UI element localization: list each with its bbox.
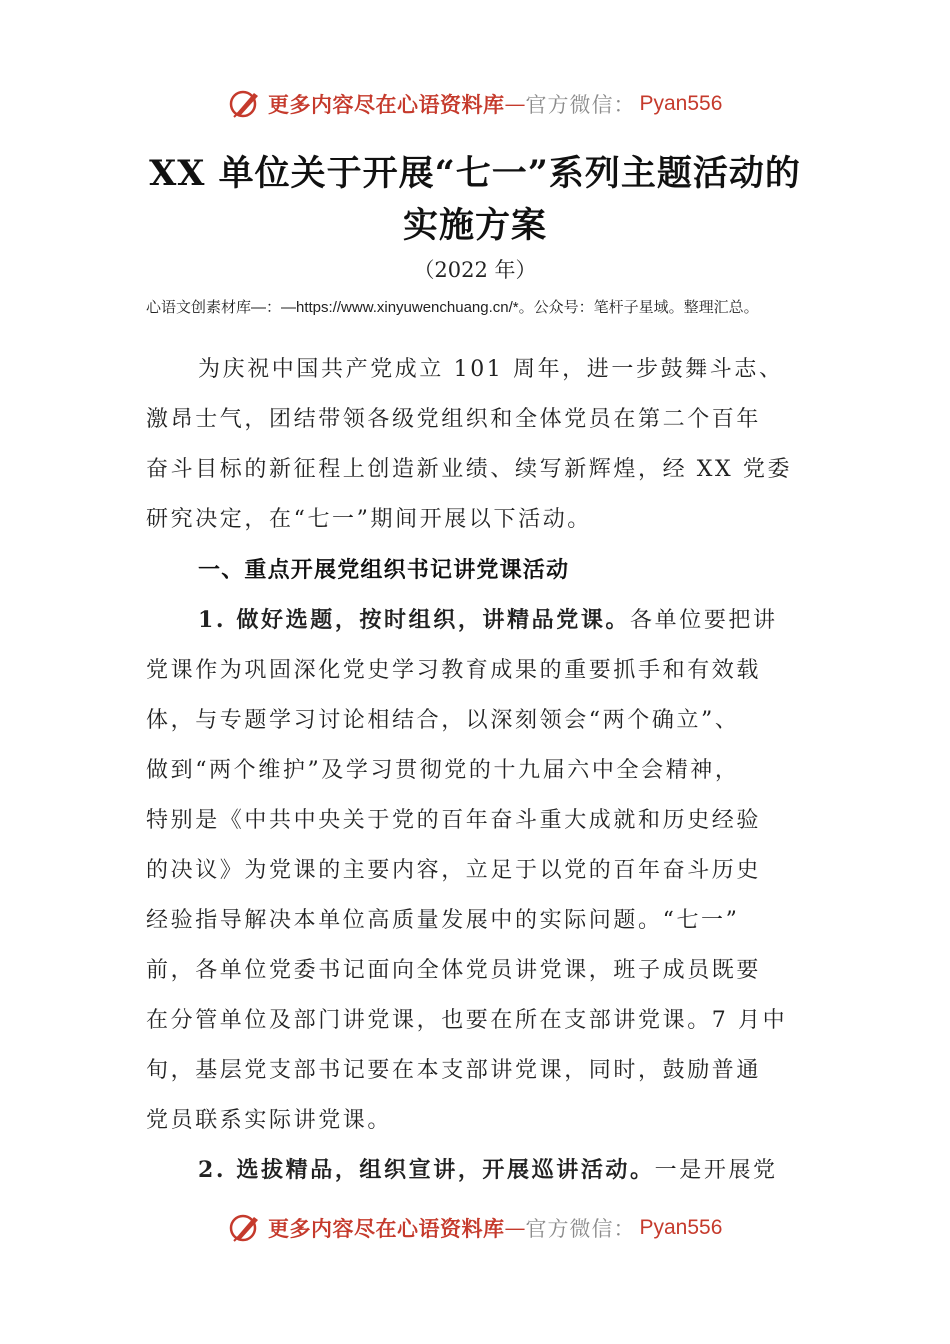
intro-line-3: 奋斗目标的新征程上创造新业绩、续写新辉煌，经 XX 党委	[146, 457, 793, 482]
header-banner	[228, 84, 722, 124]
item-1-line-7: 经验指导解决本单位高质量发展中的实际问题。“七一”	[146, 908, 740, 933]
item-1-first-rest: 各单位要把讲	[630, 608, 778, 633]
source-note: 心语文创素材库—：—https://www.xinyuwenchuang.cn/*。公众号：笔杆子星域。整理汇总。	[146, 299, 759, 316]
item-2-lead: 2. 选拔精品，组织宣讲，开展巡讲活动。	[198, 1157, 655, 1183]
banner-wechat-id: Pyan556	[639, 1216, 723, 1239]
banner-separator: —	[504, 92, 526, 116]
item-2-first-rest: 一是开展党	[654, 1158, 778, 1183]
item-1-line-6: 的决议》为党课的主要内容，立足于以党的百年奋斗历史	[146, 858, 762, 883]
doc-year: （2022 年）	[413, 258, 537, 282]
item-1-line-8: 前，各单位党委书记面向全体党员讲党课，班子成员既要	[146, 958, 762, 983]
doc-title-line-1: XX 单位关于开展“七一”系列主题活动的	[149, 153, 801, 194]
quill-logo-icon	[228, 1211, 262, 1245]
banner-separator: —	[504, 1216, 526, 1240]
item-1-line-5: 特别是《中共中央关于党的百年奋斗重大成就和历史经验	[146, 808, 762, 833]
quill-logo-icon	[228, 87, 262, 121]
intro-line-4: 研究决定，在“七一”期间开展以下活动。	[146, 507, 592, 532]
banner-wechat-id: Pyan556	[639, 92, 723, 115]
item-2-line-1	[198, 1153, 808, 1184]
item-1-line-4: 做到“两个维护”及学习贯彻党的十九届六中全会精神，	[146, 758, 740, 783]
item-1-line-9: 在分管单位及部门讲党课，也要在所在支部讲党课。7 月中	[146, 1008, 788, 1033]
intro-line-1: 为庆祝中国共产党成立 101 周年，进一步鼓舞斗志、	[198, 357, 784, 382]
item-1-line-2: 党课作为巩固深化党史学习教育成果的重要抓手和有效载	[146, 658, 762, 683]
item-1-line-3: 体，与专题学习讨论相结合，以深刻领会“两个确立”、	[146, 708, 740, 733]
footer-banner	[228, 1208, 722, 1248]
item-1-line-11: 党员联系实际讲党课。	[146, 1108, 393, 1133]
intro-line-2: 激昂士气，团结带领各级党组织和全体党员在第二个百年	[146, 407, 762, 432]
doc-title-line-2: 实施方案	[402, 205, 547, 246]
banner-text: 更多内容尽在心语资料库	[268, 92, 505, 117]
item-1-lead: 1. 做好选题，按时组织，讲精品党课。	[198, 607, 631, 633]
banner-wechat-label: 官方微信：	[525, 93, 636, 117]
item-1-line-1	[198, 603, 808, 634]
banner-wechat-label: 官方微信：	[525, 1217, 636, 1241]
section-heading-1: 一、重点开展党组织书记讲党课活动	[198, 558, 570, 583]
item-1-line-10: 旬，基层党支部书记要在本支部讲党课，同时，鼓励普通	[146, 1058, 762, 1083]
banner-text: 更多内容尽在心语资料库	[268, 1216, 505, 1241]
